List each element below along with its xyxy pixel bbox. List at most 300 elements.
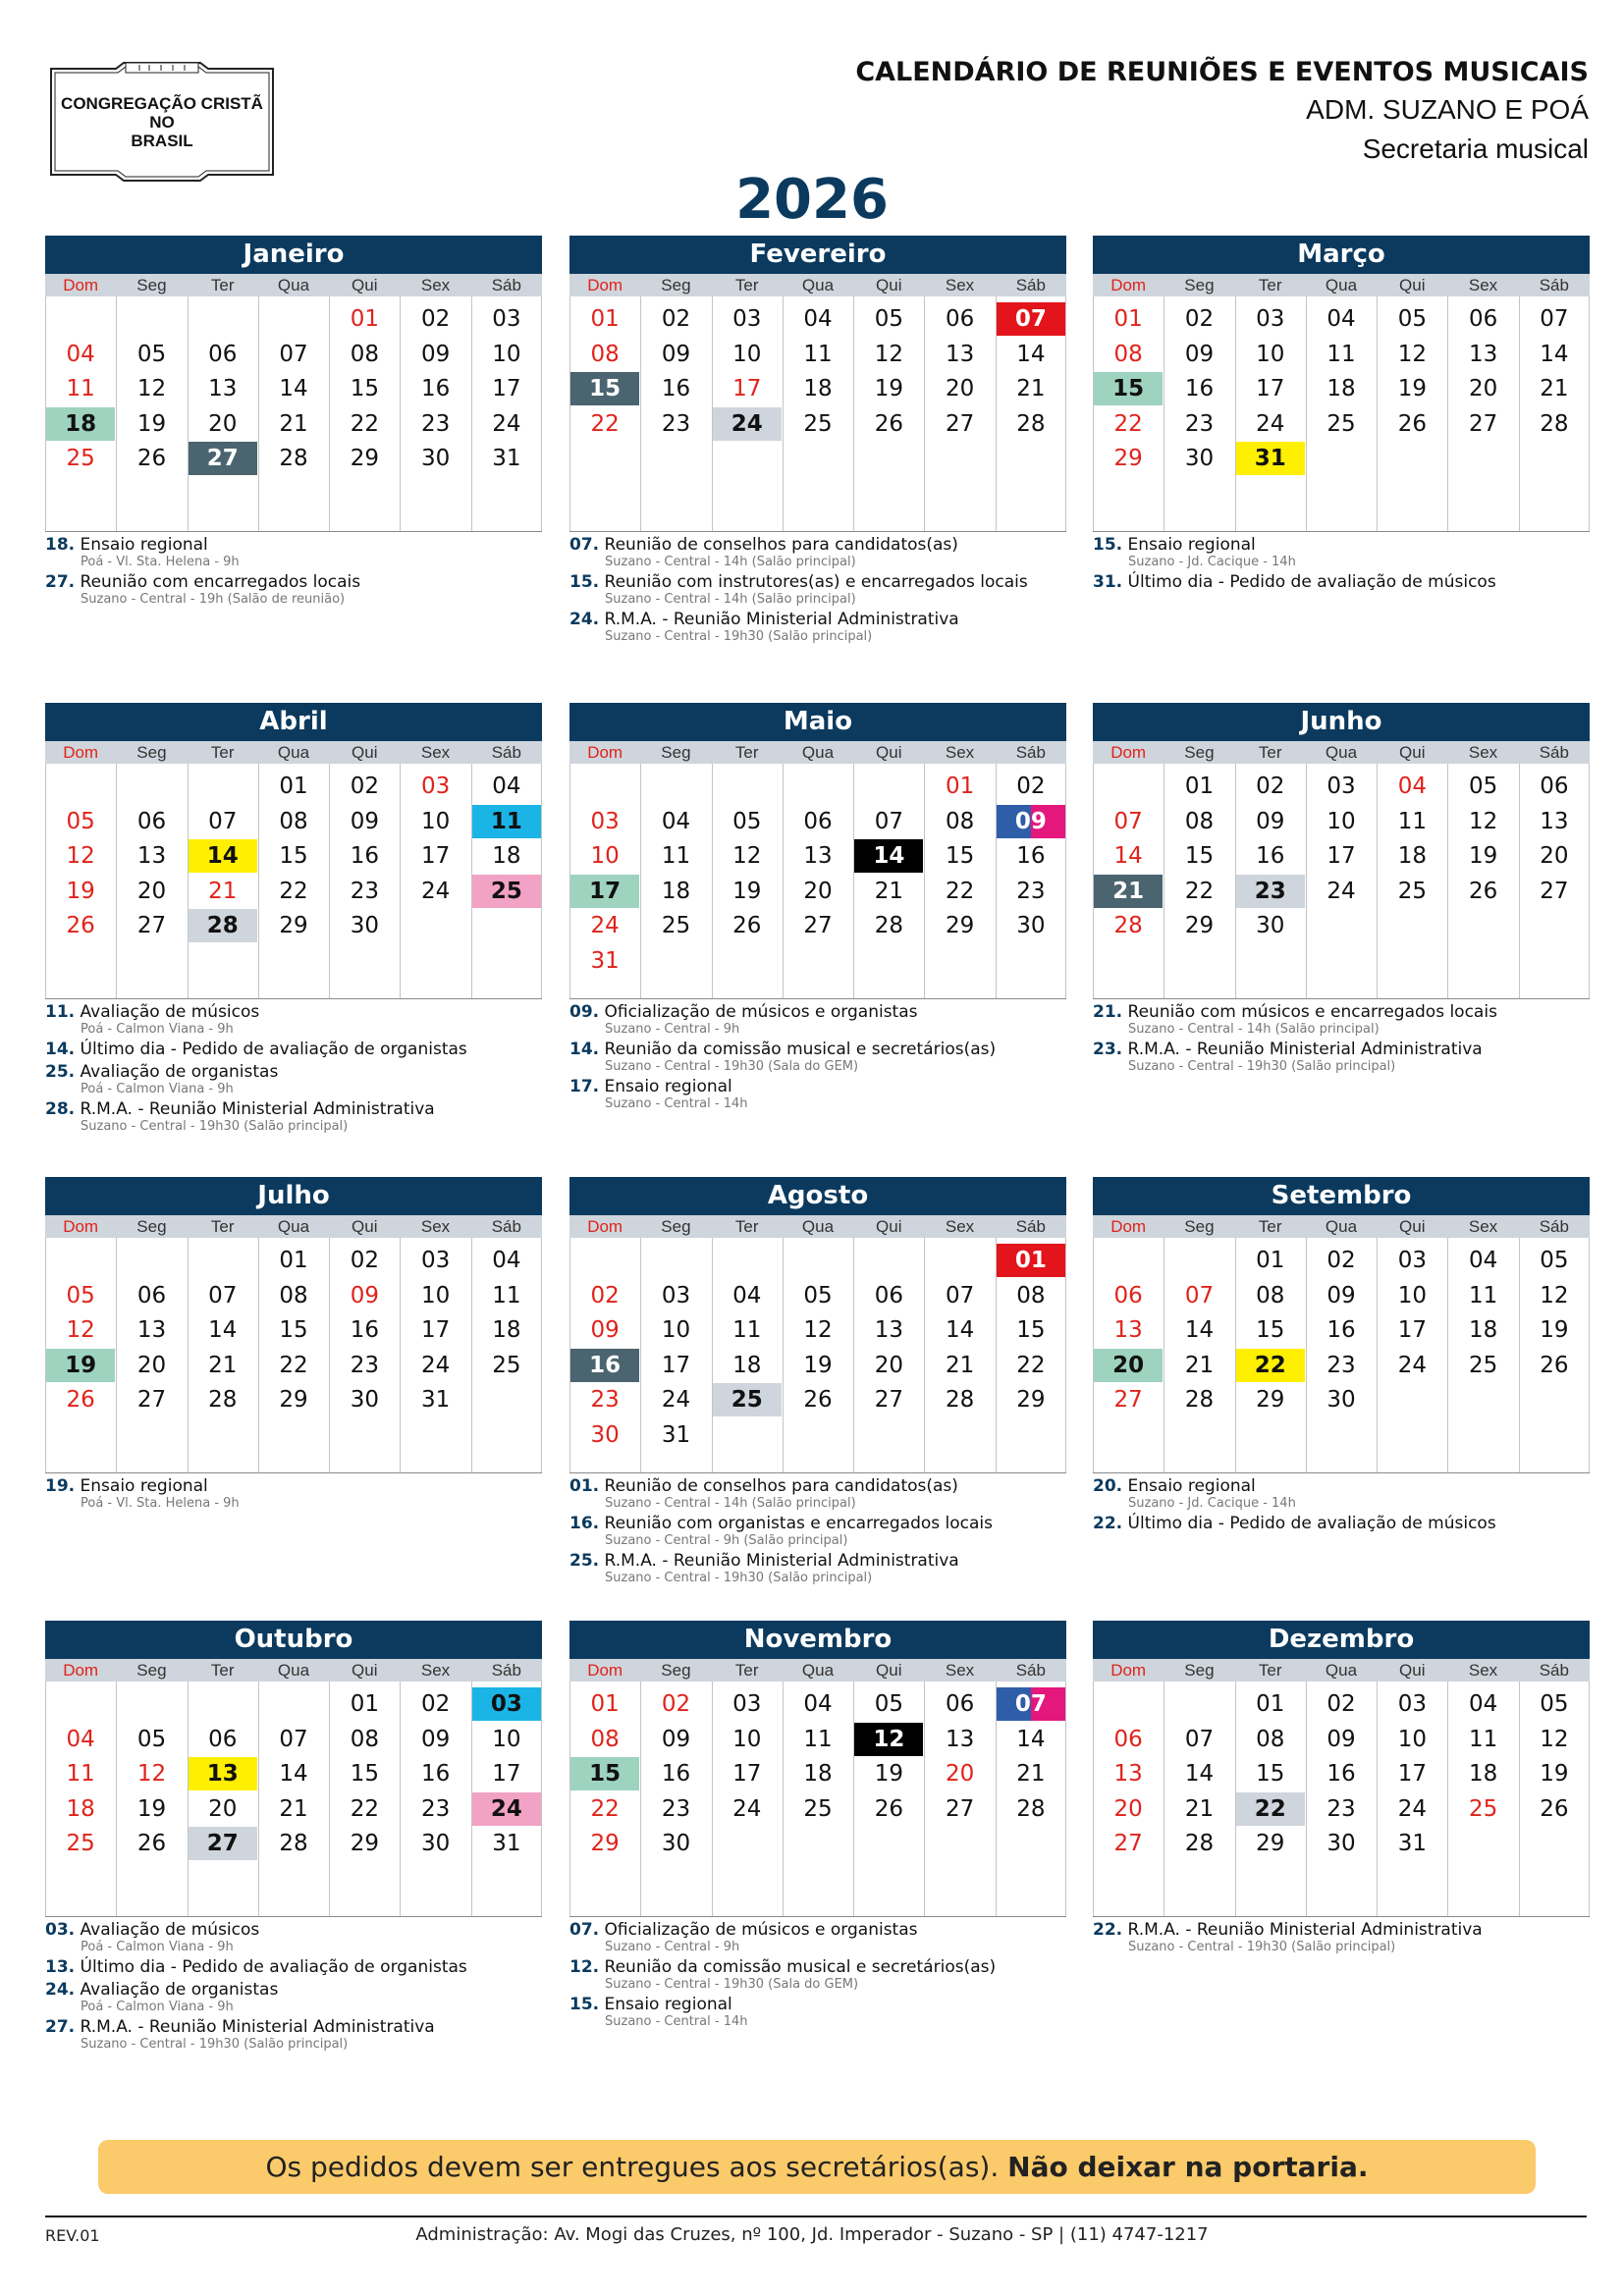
event-detail: Suzano - Central - 14h (Salão principal) (1128, 1022, 1380, 1037)
calendar-day: 01 (279, 1248, 308, 1273)
calendar-day: 03 (732, 306, 762, 332)
event-title: Oficialização de músicos e organistas (604, 1920, 918, 1940)
calendar-day: 06 (1113, 1726, 1143, 1752)
weekday-label: Ter (210, 743, 235, 762)
calendar-day: 14 (208, 1317, 238, 1344)
calendar-day: 21 (1184, 1352, 1215, 1378)
calendar-day: 05 (803, 1282, 833, 1308)
month-title: Janeiro (45, 236, 542, 274)
calendar-day: 11 (66, 376, 95, 402)
calendar-day: 02 (1326, 1248, 1356, 1273)
weekday-label: Sáb (1015, 276, 1046, 294)
calendar-day-highlighted: 27 (189, 1827, 257, 1860)
event-line (45, 1921, 542, 1940)
event-item (569, 1078, 1066, 1111)
calendar-day: 07 (874, 808, 903, 834)
calendar-day: 28 (1113, 913, 1143, 939)
event-line (45, 1958, 542, 1977)
calendar-day: 16 (1184, 376, 1215, 402)
calendar-day: 26 (136, 1831, 167, 1857)
revision-label: REV.01 (45, 2226, 100, 2245)
weekday-label: Seg (1184, 1217, 1215, 1236)
calendar-day: 23 (1326, 1795, 1356, 1822)
calendar-day: 23 (661, 410, 691, 437)
calendar-day: 30 (1256, 913, 1285, 939)
calendar-day: 01 (1184, 774, 1215, 799)
weekday-label: Sáb (491, 1661, 521, 1680)
weekday-label: Sáb (491, 1217, 521, 1236)
weekday-label: Sex (1468, 1217, 1498, 1236)
weekday-label: Seg (136, 1217, 167, 1236)
weekday-label: Seg (1184, 276, 1215, 294)
event-detail: Suzano - Central - 14h (605, 1096, 748, 1111)
grid-line (1065, 1682, 1066, 1916)
calendar-day: 27 (1468, 410, 1498, 437)
calendar-day: 30 (590, 1422, 620, 1448)
calendar-day: 03 (1256, 306, 1285, 332)
calendar-day: 27 (803, 913, 833, 939)
event-line (45, 573, 542, 592)
event-item (569, 1515, 1066, 1548)
calendar-day: 29 (279, 913, 308, 939)
calendar-day: 09 (590, 1317, 620, 1344)
calendar-day: 16 (420, 376, 451, 402)
event-title: Avaliação de músicos (80, 1920, 260, 1940)
calendar-day: 16 (350, 1317, 379, 1344)
weekday-label: Qua (1325, 1661, 1358, 1680)
event-detail: Suzano - Central - 19h30 (Salão principal) (81, 2037, 349, 2052)
calendar-day-highlighted: 22 (1236, 1349, 1305, 1382)
weekday-label: Sex (420, 1217, 451, 1236)
event-day: 17. (569, 1077, 600, 1096)
calendar-day: 21 (279, 1795, 308, 1822)
calendar-day: 12 (66, 1317, 95, 1344)
calendar-day: 14 (1184, 1761, 1215, 1788)
header (855, 55, 1589, 169)
weekday-label: Qui (876, 276, 902, 294)
event-day: 24. (569, 610, 600, 629)
weekday-label: Sáb (1015, 1661, 1046, 1680)
calendar-day: 15 (945, 843, 975, 870)
calendar-day: 30 (1016, 913, 1046, 939)
event-title: Reunião com instrutores(as) e encarregados locais (604, 572, 1028, 592)
calendar-day: 10 (1397, 1282, 1427, 1308)
weekday-label: Qua (1325, 743, 1358, 762)
calendar-day-highlighted: 03 (472, 1687, 541, 1721)
calendar-day: 25 (661, 913, 691, 939)
calendar-day: 20 (136, 878, 167, 904)
event-title: Avaliação de organistas (80, 1062, 279, 1082)
calendar-day: 25 (1468, 1352, 1498, 1378)
event-item (45, 1100, 542, 1134)
month-title: Novembro (569, 1621, 1066, 1659)
weekday-label: Qua (277, 743, 310, 762)
calendar-day: 20 (945, 376, 975, 402)
calendar-day: 11 (661, 843, 691, 870)
event-title: Último dia - Pedido de avaliação de organistas (80, 1957, 467, 1977)
calendar-day: 10 (420, 1282, 451, 1308)
calendar-day: 27 (1113, 1831, 1143, 1857)
event-title: Último dia - Pedido de avaliação de músicos (1127, 1514, 1496, 1533)
weekday-header (1093, 1659, 1590, 1682)
calendar-day: 13 (945, 341, 975, 367)
calendar-day: 13 (874, 1317, 903, 1344)
month-abril (45, 703, 542, 1138)
calendar-day: 12 (874, 341, 903, 367)
calendar-day: 13 (1113, 1761, 1143, 1788)
calendar-day: 20 (803, 878, 833, 904)
calendar-day-highlighted: 15 (570, 372, 639, 405)
event-line (45, 1041, 542, 1059)
footer-address: Administração: Av. Mogi das Cruzes, nº 100, Jd. Imperador - Suzano - SP | (11) 4747-1217 (415, 2224, 1209, 2245)
weekday-label: Ter (1258, 743, 1282, 762)
calendar-day-highlighted: 28 (189, 909, 257, 942)
calendar-day: 03 (1397, 1691, 1427, 1717)
calendar-day-highlighted: 14 (854, 839, 923, 873)
calendar-day: 13 (208, 376, 238, 402)
event-line (1093, 1003, 1590, 1022)
document-subtitle: ADM. SUZANO E POÁ (1306, 94, 1589, 125)
calendar-day: 08 (1256, 1282, 1285, 1308)
weekday-label: Sex (945, 1661, 975, 1680)
calendar-day-highlighted: 07 (997, 302, 1065, 336)
event-item (1093, 1003, 1590, 1037)
calendar-day: 21 (208, 878, 238, 904)
calendar-day: 04 (661, 808, 691, 834)
weekday-header (45, 741, 542, 764)
calendar-day: 01 (590, 306, 620, 332)
event-detail: Suzano - Central - 19h30 (Salão principal) (605, 629, 873, 644)
event-day: 07. (569, 1920, 600, 1940)
grid-line (1589, 1682, 1590, 1916)
calendar-day: 24 (732, 1795, 762, 1822)
calendar-day: 08 (279, 808, 308, 834)
weekday-label: Seg (661, 743, 691, 762)
weekday-label: Ter (734, 276, 759, 294)
event-line (45, 2018, 542, 2037)
calendar-day: 19 (1468, 843, 1498, 870)
calendar-day: 08 (279, 1282, 308, 1308)
calendar-day: 16 (661, 1761, 691, 1788)
calendar-day: 17 (420, 843, 451, 870)
calendar-day: 19 (136, 1795, 167, 1822)
calendar-day: 25 (492, 1352, 521, 1378)
event-line (1093, 573, 1590, 592)
event-title: Ensaio regional (80, 535, 208, 555)
calendar-day: 14 (279, 376, 308, 402)
calendar-day: 30 (420, 446, 451, 472)
weekday-label: Sáb (491, 276, 521, 294)
weekday-label: Dom (63, 743, 99, 762)
calendar-day: 12 (1540, 1282, 1569, 1308)
weekday-header (1093, 1215, 1590, 1238)
grid-line (541, 296, 542, 531)
calendar-day: 17 (492, 376, 521, 402)
event-day: 23. (1093, 1040, 1123, 1059)
event-title: Reunião da comissão musical e secretários(as) (604, 1957, 997, 1977)
weekday-header (569, 1215, 1066, 1238)
event-day: 19. (45, 1476, 76, 1496)
calendar-day: 30 (1326, 1831, 1356, 1857)
month-title: Setembro (1093, 1177, 1590, 1215)
calendar-day: 02 (1016, 774, 1046, 799)
calendar-day: 09 (661, 341, 691, 367)
weekday-label: Dom (1110, 743, 1147, 762)
grid-line (541, 1682, 542, 1916)
weekday-label: Qui (352, 743, 378, 762)
event-title: Reunião de conselhos para candidatos(as) (604, 1476, 958, 1496)
calendar-day: 13 (945, 1726, 975, 1752)
event-item (569, 1552, 1066, 1585)
day-grid (45, 1682, 542, 1917)
weekday-label: Dom (587, 276, 623, 294)
calendar-day: 10 (492, 341, 521, 367)
event-title: R.M.A. - Reunião Ministerial Administrativa (1127, 1040, 1483, 1059)
month-dezembro (1093, 1621, 1590, 1958)
calendar-day: 05 (1397, 306, 1427, 332)
day-grid (1093, 1682, 1590, 1917)
weekday-label: Dom (587, 743, 623, 762)
month-julho (45, 1177, 542, 1515)
year-title: 2026 (735, 168, 889, 232)
calendar-day: 18 (66, 1795, 95, 1822)
month-março (1093, 236, 1590, 596)
weekday-label: Seg (1184, 1661, 1215, 1680)
event-title: Oficialização de músicos e organistas (604, 1002, 918, 1022)
calendar-day: 18 (1326, 376, 1356, 402)
calendar-day: 09 (350, 1282, 379, 1308)
event-list (1093, 1921, 1590, 1954)
calendar-day: 25 (66, 1831, 95, 1857)
day-grid (569, 1682, 1066, 1917)
calendar-day: 25 (803, 1795, 833, 1822)
month-title: Dezembro (1093, 1621, 1590, 1659)
calendar-day: 05 (136, 341, 167, 367)
calendar-day: 28 (1184, 1831, 1215, 1857)
calendar-day: 04 (803, 1691, 833, 1717)
event-title: Último dia - Pedido de avaliação de organistas (80, 1040, 467, 1059)
calendar-day: 17 (732, 1761, 762, 1788)
event-title: Reunião da comissão musical e secretários(as) (604, 1040, 997, 1059)
event-title: R.M.A. - Reunião Ministerial Administrativa (604, 1551, 959, 1571)
calendar-day: 11 (1397, 808, 1427, 834)
calendar-day: 10 (492, 1726, 521, 1752)
calendar-day: 28 (874, 913, 903, 939)
calendar-day: 18 (732, 1352, 762, 1378)
calendar-day: 05 (874, 1691, 903, 1717)
event-title: Ensaio regional (80, 1476, 208, 1496)
calendar-day: 27 (136, 1387, 167, 1414)
calendar-day: 19 (803, 1352, 833, 1378)
calendar-day: 22 (945, 878, 975, 904)
calendar-day: 08 (1113, 341, 1143, 367)
calendar-day: 09 (420, 1726, 451, 1752)
event-line (45, 536, 542, 555)
calendar-day: 24 (1256, 410, 1285, 437)
calendar-day: 18 (492, 1317, 521, 1344)
calendar-day: 26 (1397, 410, 1427, 437)
document-title: CALENDÁRIO DE REUNIÕES E EVENTOS MUSICAIS (855, 57, 1589, 87)
calendar-day: 15 (350, 376, 379, 402)
calendar-day: 24 (420, 878, 451, 904)
calendar-day: 12 (66, 843, 95, 870)
month-outubro (45, 1621, 542, 2056)
weekday-header (45, 1659, 542, 1682)
calendar-day: 27 (874, 1387, 903, 1414)
calendar-day: 05 (732, 808, 762, 834)
calendar-day: 14 (945, 1317, 975, 1344)
calendar-day: 31 (590, 948, 620, 974)
day-grid (45, 296, 542, 532)
event-list (45, 1003, 542, 1134)
weekday-label: Seg (661, 276, 691, 294)
event-line (569, 1552, 1066, 1571)
event-item (45, 1041, 542, 1059)
calendar-day: 30 (420, 1831, 451, 1857)
weekday-label: Qui (352, 1217, 378, 1236)
day-grid (1093, 764, 1590, 999)
calendar-day: 04 (1468, 1248, 1498, 1273)
weekday-label: Ter (1258, 1217, 1282, 1236)
event-detail: Suzano - Central - 14h (605, 2014, 748, 2029)
event-item (45, 1003, 542, 1037)
calendar-day: 29 (1016, 1387, 1046, 1414)
calendar-day: 19 (1540, 1317, 1569, 1344)
calendar-day: 04 (803, 306, 833, 332)
calendar-day-highlighted: 23 (1236, 875, 1305, 908)
calendar-day: 08 (1016, 1282, 1046, 1308)
weekday-label: Ter (734, 1217, 759, 1236)
event-list (45, 1477, 542, 1511)
event-line (569, 1477, 1066, 1496)
calendar-day-highlighted: 15 (570, 1757, 639, 1790)
calendar-day: 05 (136, 1726, 167, 1752)
weekday-header (45, 1215, 542, 1238)
calendar-day: 14 (1540, 341, 1569, 367)
notice-bold-text: Não deixar na portaria. (1007, 2151, 1369, 2183)
calendar-day: 27 (945, 1795, 975, 1822)
day-grid (569, 1238, 1066, 1473)
event-item (45, 1981, 542, 2014)
weekday-header (569, 274, 1066, 296)
calendar-day: 21 (945, 1352, 975, 1378)
weekday-label: Sáb (491, 743, 521, 762)
event-line (569, 1003, 1066, 1022)
month-fevereiro (569, 236, 1066, 648)
calendar-day: 10 (732, 1726, 762, 1752)
calendar-day: 18 (492, 843, 521, 870)
event-line (569, 1041, 1066, 1059)
event-day: 15. (1093, 535, 1123, 555)
event-line (1093, 1921, 1590, 1940)
calendar-day: 08 (350, 1726, 379, 1752)
weekday-label: Seg (661, 1661, 691, 1680)
calendar-day-highlighted: 20 (1094, 1349, 1163, 1382)
calendar-day: 16 (350, 843, 379, 870)
calendar-day: 26 (803, 1387, 833, 1414)
calendar-day: 11 (803, 1726, 833, 1752)
event-item (569, 1477, 1066, 1511)
calendar-day: 04 (1326, 306, 1356, 332)
calendar-day: 12 (136, 1761, 167, 1788)
event-item (1093, 573, 1590, 592)
calendar-day-highlighted: 19 (46, 1349, 115, 1382)
event-title: Ensaio regional (1127, 1476, 1256, 1496)
event-list (45, 536, 542, 607)
calendar-day: 18 (803, 376, 833, 402)
weekday-label: Sex (945, 743, 975, 762)
calendar-day: 24 (1326, 878, 1356, 904)
calendar-day: 08 (1256, 1726, 1285, 1752)
event-line (569, 611, 1066, 629)
calendar-day: 24 (1397, 1352, 1427, 1378)
event-day: 12. (569, 1957, 600, 1977)
calendar-day: 31 (492, 446, 521, 472)
calendar-day: 07 (208, 1282, 238, 1308)
weekday-label: Sex (420, 1661, 451, 1680)
calendar-day: 11 (803, 341, 833, 367)
calendar-day: 06 (874, 1282, 903, 1308)
grid-line (1589, 1238, 1590, 1472)
calendar-day: 28 (1540, 410, 1569, 437)
calendar-day: 04 (492, 1248, 521, 1273)
calendar-day: 05 (874, 306, 903, 332)
event-line (45, 1063, 542, 1082)
month-novembro (569, 1621, 1066, 2033)
calendar-day: 22 (590, 410, 620, 437)
calendar-day: 23 (1326, 1352, 1356, 1378)
calendar-day: 20 (1540, 843, 1569, 870)
calendar-day: 30 (1326, 1387, 1356, 1414)
weekday-label: Qui (352, 276, 378, 294)
weekday-label: Ter (734, 743, 759, 762)
weekday-label: Sex (945, 1217, 975, 1236)
month-title: Junho (1093, 703, 1590, 741)
calendar-day: 09 (1326, 1282, 1356, 1308)
event-day: 13. (45, 1957, 76, 1977)
calendar-day: 14 (279, 1761, 308, 1788)
calendar-day: 09 (1184, 341, 1215, 367)
calendar-day: 03 (492, 306, 521, 332)
event-detail: Suzano - Central - 19h30 (Salão principal) (605, 1571, 873, 1585)
event-item (1093, 536, 1590, 569)
day-grid (569, 764, 1066, 999)
event-title: Reunião com organistas e encarregados locais (604, 1514, 993, 1533)
calendar-day: 10 (1256, 341, 1285, 367)
event-list (1093, 1003, 1590, 1074)
calendar-day: 08 (1184, 808, 1215, 834)
calendar-day: 25 (1468, 1795, 1498, 1822)
event-detail: Suzano - Central - 19h30 (Salão principal) (1128, 1940, 1396, 1954)
calendar-day: 16 (1326, 1761, 1356, 1788)
calendar-day: 02 (420, 1691, 451, 1717)
calendar-day: 03 (420, 774, 451, 799)
event-item (569, 1996, 1066, 2029)
calendar-day: 02 (1256, 774, 1285, 799)
calendar-day: 11 (492, 1282, 521, 1308)
calendar-day: 04 (492, 774, 521, 799)
event-day: 01. (569, 1476, 600, 1496)
logo-text (45, 94, 279, 150)
weekday-label: Qua (1325, 1217, 1358, 1236)
calendar-day: 09 (350, 808, 379, 834)
calendar-day-highlighted: 25 (713, 1383, 782, 1416)
weekday-label: Sáb (1539, 743, 1569, 762)
calendar-day: 17 (661, 1352, 691, 1378)
weekday-label: Qui (1399, 276, 1426, 294)
event-line (1093, 1515, 1590, 1533)
calendar-day: 17 (1397, 1761, 1427, 1788)
